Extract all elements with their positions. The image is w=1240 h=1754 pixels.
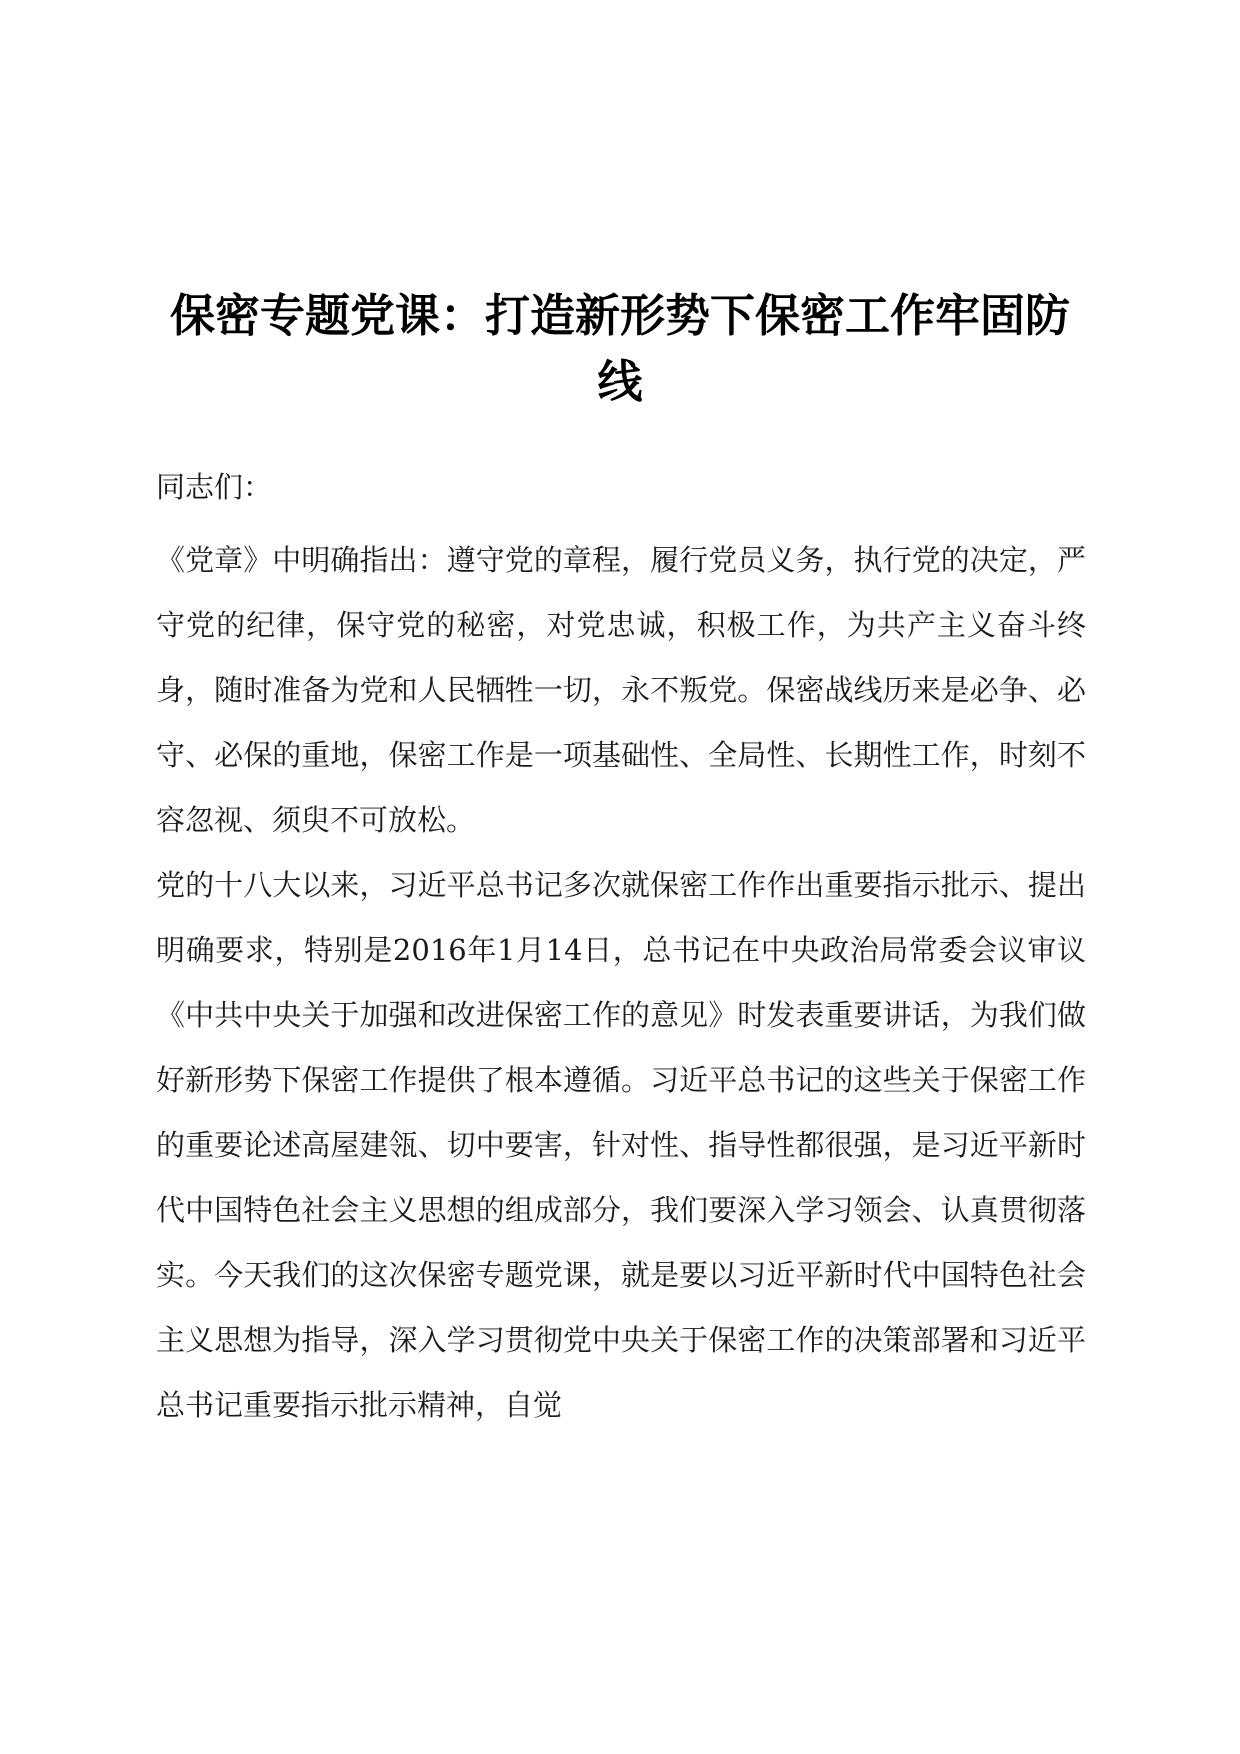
document-title: 保密专题党课：打造新形势下保密工作牢固防线 bbox=[169, 289, 1070, 408]
document-body bbox=[156, 455, 1086, 1438]
body-paragraph-1: 《党章》中明确指出：遵守党的章程，履行党员义务，执行党的决定，严守党的纪律，保守党的秘密，对党忠诚，积极工作，为共产主义奋斗终身，随时准备为党和人民牺牲一切，永不叛党。保密战线历来是必争、必守、必保的重地，保密工作是一项基础性、全局性、长期性工作，时刻不容忽视、须臾不可放松。 bbox=[156, 543, 1086, 837]
salutation: 同志们： bbox=[156, 470, 273, 504]
body-paragraph-2: 党的十八大以来，习近平总书记多次就保密工作作出重要指示批示、提出明确要求，特别是2016年1月14日，总书记在中央政治局常委会议审议《中共中央关于加强和改进保密工作的意见》时发表重要讲话，为我们做好新形势下保密工作提供了根本遵循。习近平总书记的这些关于保密工作的重要论述高屋建瓴、切中要害，针对性、指导性都很强，是习近平新时代中国特色社会主义思想的组成部分，我们要深入学习领会、认真贯彻落实。今天我们的这次保密专题党课，就是要以习近平新时代中国特色社会主义思想为指导，深入学习贯彻党中央关于保密工作的决策部署和习近平总书记重要指示批示精神，自觉 bbox=[156, 868, 1086, 1422]
